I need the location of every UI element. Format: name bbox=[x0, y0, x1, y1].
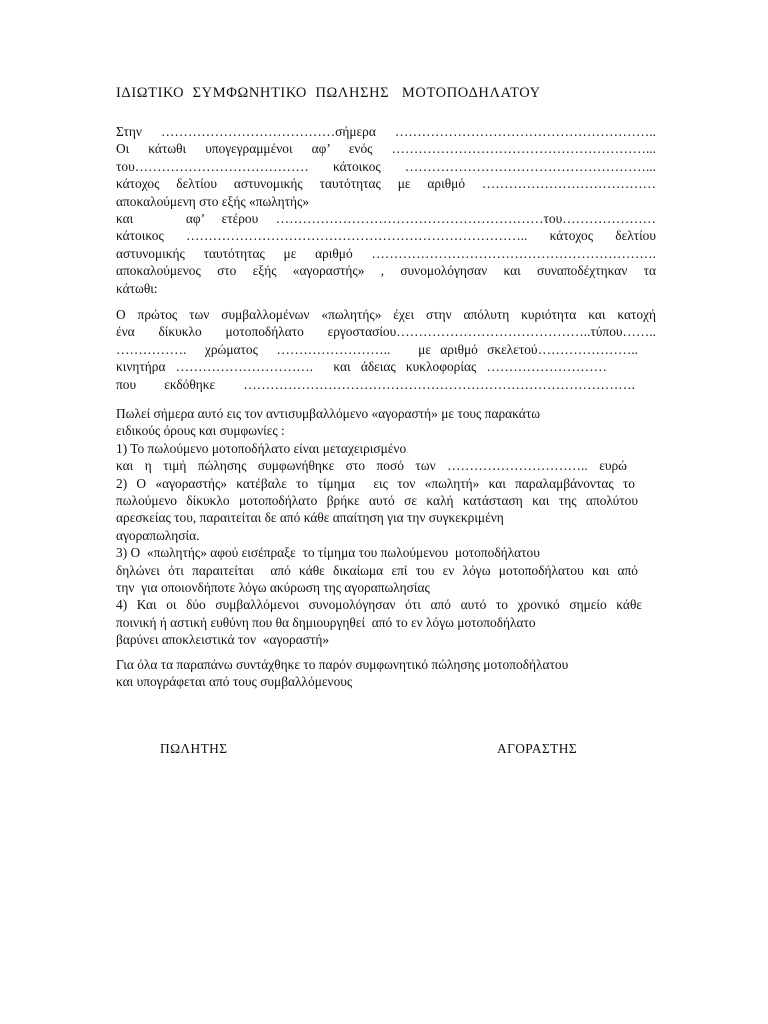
vehicle-line: Ο πρώτος των συμβαλλομένων «πωλητής» έχει στην απόλυτη κυριότητα και κατοχή bbox=[116, 307, 656, 322]
terms-line: πωλούμενο δίκυκλο μοτοποδήλατο βρήκε αυτό σε καλή κατάσταση και της απολύτου bbox=[116, 492, 638, 508]
terms-line: αγοραπωλησία. bbox=[116, 527, 200, 543]
closing-line: Για όλα τα παραπάνω συντάχθηκε το παρόν συμφωνητικό πώλησης μοτοποδήλατου bbox=[116, 657, 569, 672]
parties-line: κάτοικος ………………………………………………………………….. κάτοχος δελτίου bbox=[116, 228, 656, 244]
terms-line: και η τιμή πώλησης συμφωνήθηκε στο ποσό των ………………………….. ευρώ bbox=[116, 458, 627, 474]
terms-line: βαρύνει αποκλειστικά τον «αγοραστή» bbox=[116, 632, 330, 648]
vehicle-section bbox=[116, 306, 656, 393]
terms-line: δηλώνει ότι παραιτείται από κάθε δικαίωμα επί του εν λόγω μοτοποδήλατου και από bbox=[116, 562, 638, 578]
vehicle-line: που εκδόθηκε ……………………………………………………………………………. bbox=[116, 376, 635, 392]
terms-line: Πωλεί σήμερα αυτό εις τον αντισυμβαλλόμενο «αγοραστή» με τους παρακάτω bbox=[116, 406, 541, 421]
closing-section bbox=[116, 656, 656, 691]
parties-section bbox=[116, 123, 656, 297]
parties-line: και αφ’ ετέρου ……………………………………………………του………………… bbox=[116, 210, 656, 226]
vehicle-line: ένα δίκυκλο μοτοποδήλατο εργοστασίου……………………………………..τύπου…….. bbox=[116, 324, 656, 340]
terms-line: την για οποιονδήποτε λόγω ακύρωση της αγοραπωλησίας bbox=[116, 579, 430, 595]
terms-line: ποινική ή αστική ευθύνη που θα δημιουργηθεί από το εν λόγω μοτοποδήλατο bbox=[116, 614, 536, 630]
vehicle-line: κινητήρα …………………………. και άδειας κυκλοφορίας ……………………… bbox=[116, 359, 607, 375]
parties-line: κάτωθι: bbox=[116, 280, 158, 296]
parties-line: του………………………………… κάτοικος ………………………………………………... bbox=[116, 158, 656, 174]
parties-line: κάτοχος δελτίου αστυνομικής ταυτότητας με αριθμό ………………………………… bbox=[116, 176, 656, 192]
parties-line: αποκαλούμενη στο εξής «πωλητής» bbox=[116, 193, 310, 209]
parties-line: Στην …………………………………σήμερα ………………………………………………….. bbox=[116, 124, 656, 139]
document-title: ΙΔΙΩΤΙΚΟ ΣΥΜΦΩΝΗΤΙΚΟ ΠΩΛΗΣΗΣ ΜΟΤΟΠΟΔΗΛΑΤΟΥ bbox=[116, 85, 541, 101]
parties-line: αποκαλούμενος στο εξής «αγοραστής» , συνομολόγησαν και συναποδέχτηκαν τα bbox=[116, 263, 656, 279]
terms-line: αρεσκείας του, παραιτείται δε από κάθε απαίτηση για την συγκεκριμένη bbox=[116, 510, 504, 526]
buyer-signature-label: ΑΓΟΡΑΣΤΗΣ bbox=[497, 741, 578, 756]
terms-line: 4) Και οι δύο συμβαλλόμενοι συνομολόγησαν ότι από αυτό το χρονικό σημείο κάθε bbox=[116, 597, 642, 613]
terms-line: 1) Το πωλούμενο μοτοποδήλατο είναι μεταχειρισμένο bbox=[116, 440, 407, 456]
terms-section bbox=[116, 405, 656, 648]
closing-line: και υπογράφεται από τους συμβαλλόμενους bbox=[116, 674, 353, 690]
parties-line: αστυνομικής ταυτότητας με αριθμό ………………………………………………………. bbox=[116, 245, 656, 261]
terms-line: 2) Ο «αγοραστής» κατέβαλε το τίμημα εις τον «πωλητή» και παραλαμβάνοντας το bbox=[116, 475, 635, 491]
parties-line: Οι κάτωθι υπογεγραμμένοι αφ’ ενός …………………………………………………... bbox=[116, 141, 656, 157]
terms-line: ειδικούς όρους και συμφωνίες : bbox=[116, 423, 285, 439]
seller-signature-label: ΠΩΛΗΤΗΣ bbox=[160, 741, 228, 756]
terms-line: 3) Ο «πωλητής» αφού εισέπραξε το τίμημα του πωλούμενου μοτοποδήλατου bbox=[116, 545, 540, 561]
vehicle-line: ……………. χρώματος …………………….. με αριθμό σκελετού………………….. bbox=[116, 341, 638, 357]
